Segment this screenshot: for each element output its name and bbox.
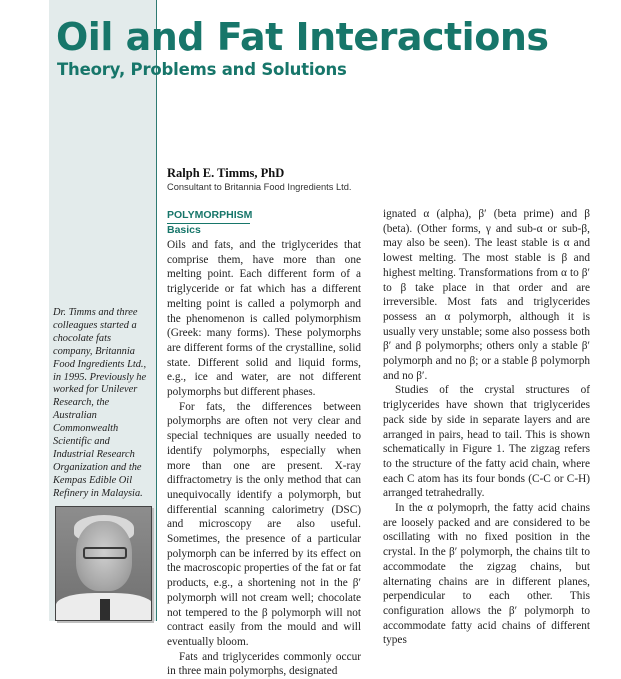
author-affiliation: Consultant to Britannia Food Ingredients Ltd. bbox=[167, 182, 352, 192]
section-subheading: Basics bbox=[167, 224, 201, 236]
section-heading: POLYMORPHISM bbox=[167, 210, 250, 224]
photo-glasses bbox=[83, 547, 127, 559]
body-column-left bbox=[167, 238, 361, 679]
author-photo bbox=[55, 506, 152, 621]
paragraph: Oils and fats, and the triglycerides that comprise them, have more than one melting point. Each different form of a triglyceride or fat which has a different melting point is called a polymorph and the phenomenon is called polymorphism (Greek: many forms). These polymorphs are different forms of the crystalline, solid state. Different solid and liquid forms, e.g., ice and water, are not different polymorphs but different phases. bbox=[167, 239, 361, 399]
paragraph: ignated α (alpha), β′ (beta prime) and β (beta). (Other forms, γ and sub-α or sub-β, may also be seen). The least stable is α and lowest melting. The most stable is β and highest melting. Transformations from α to β′ to β take place in that order and are irreversible. Most fats and triglycerides possess an α polymorph, although it is usually very unstable; some also possess both β′ and β polymorphs; others only a stable β′ polymorph and no β; or a stable β polymorph and no β′. bbox=[383, 208, 590, 382]
paragraph: Fats and triglycerides commonly occur in three main polymorphs, designated bbox=[167, 650, 361, 678]
article-title: Oil and Fat Interactions bbox=[56, 15, 549, 59]
paragraph: For fats, the differences between polymorphs are often not very clear and special techniques are usually needed to identify polymorphs, especially when more than one are present. X-ray diffractometry is the only method that can unequivocally identify a polymorph, but differential scanning calorimetry (DSC) and microscopy are also useful. Sometimes, the presence of a particular polymorph can be inferred by its effect on the macroscopic properties of the fat or fat products, e.g., a shortening not in the β′ polymorph will not cream well; chocolate not tempered to the β polymorph will not contract easily from the mould and will eventually bloom. bbox=[167, 400, 361, 648]
paragraph: In the α polymoprh, the fatty acid chains are loosely packed and are considered to be oscillating with no fixed position in the crystal. In the β′ polymorph, the chains tilt to accommodate the zigzag chains, but alternating chains are in different planes, perpendicular to each other. This configuration allows the β′ polymorph to accommodate fatty acid chains of different types bbox=[383, 502, 590, 647]
article-subtitle: Theory, Problems and Solutions bbox=[57, 60, 347, 79]
author-name: Ralph E. Timms, PhD bbox=[167, 166, 285, 180]
paragraph: Studies of the crystal structures of triglycerides have shown that triglycerides pack side by side in separate layers and are arranged in pairs, head to tail. This is shown schematically in Figure 1. The zigzag refers to the structure of the fatty acid chain, where each C atom has its four bonds (C-C or C-H) arranged tetrahedrally. bbox=[383, 384, 590, 500]
body-column-right bbox=[383, 207, 590, 648]
photo-tie bbox=[100, 599, 110, 621]
author-bio: Dr. Timms and three colleagues started a chocolate fats company, Britannia Food Ingredients Ltd., in 1995. Previously he worked for Unilever Research, the Australian Commonwealth Scientific and Industrial Research Organization and the Kempas Edible Oil Refinery in Malaysia. bbox=[53, 307, 147, 499]
